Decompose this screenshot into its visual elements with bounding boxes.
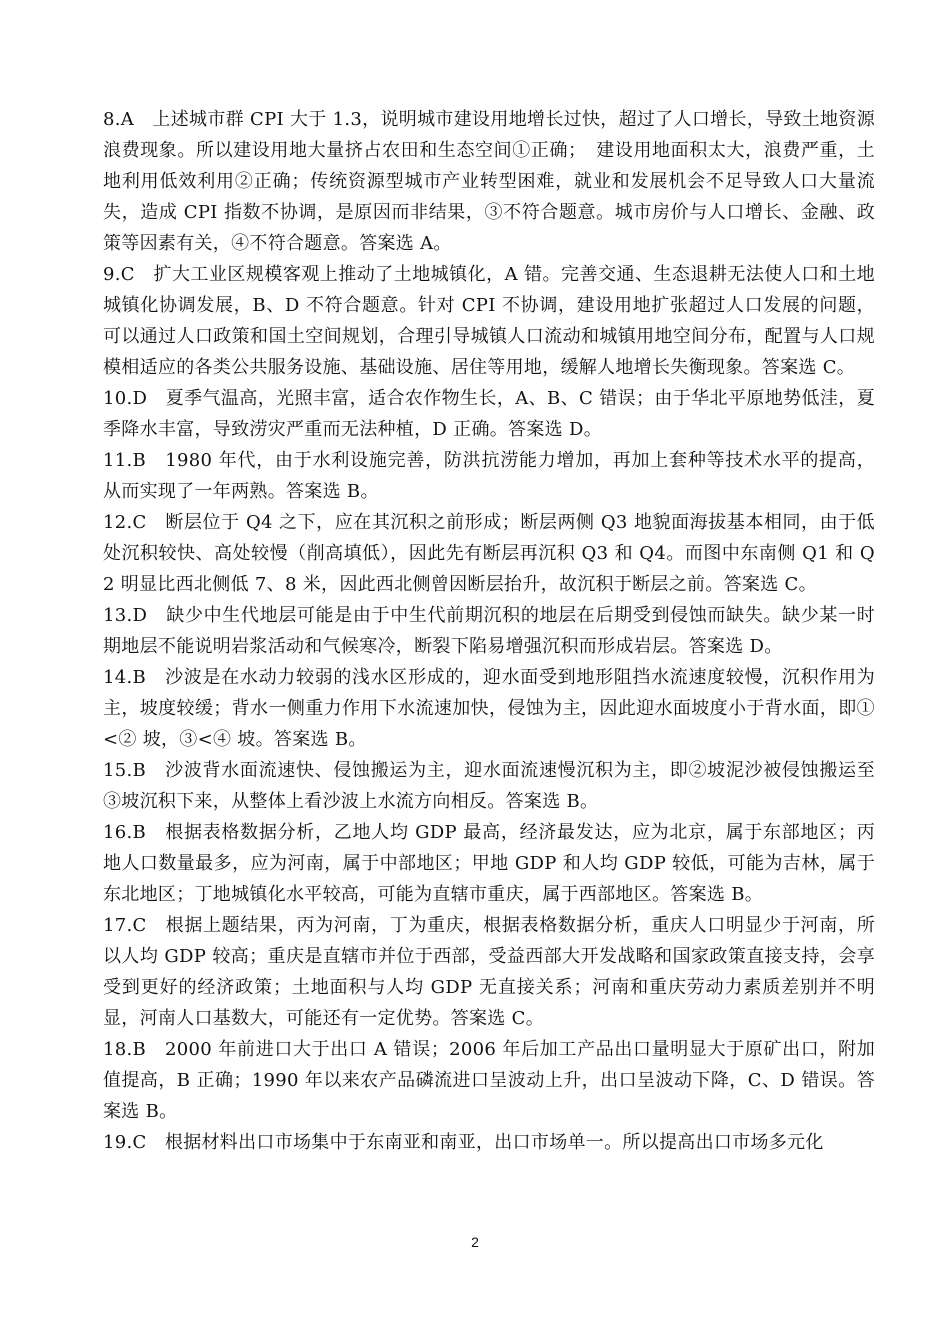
page-number: 2 [471, 1234, 479, 1250]
answer-item-12: 12.C 断层位于 Q4 之下，应在其沉积之前形成；断层两侧 Q3 地貌面海拔基本相同，由于低处沉积较快、高处较慢（削高填低），因此先有断层再沉积 Q3 和 Q4。而图中东南侧 Q1 和 Q2 明显比西北侧低 7、8 米，因此西北侧曾因断层抬升，故沉积于断层之前。答案选 C。 [103, 512, 875, 595]
answer-item-8: 8.A 上述城市群 CPI 大于 1.3，说明城市建设用地增长过快，超过了人口增长，导致土地资源浪费现象。所以建设用地大量挤占农田和生态空间①正确； 建设用地面积太大，浪费严重，土地利用低效利用②正确；传统资源型城市产业转型困难，就业和发展机会不足导致人口大量流失，造成 CPI 指数不协调，是原因而非结果，③不符合题意。城市房价与人口增长、金融、政策等因素有关，④不符合题意。答案选 A。 [103, 109, 875, 254]
answer-explanations [103, 104, 875, 1158]
answer-item-14: 14.B 沙波是在水动力较弱的浅水区形成的，迎水面受到地形阻挡水流速度较慢，沉积作用为主，坡度较缓；背水一侧重力作用下水流速加快，侵蚀为主，因此迎水面坡度小于背水面，即①<② 坡，③<④ 坡。答案选 B。 [103, 667, 875, 750]
answer-item-10: 10.D 夏季气温高，光照丰富，适合农作物生长，A、B、C 错误；由于华北平原地势低洼，夏季降水丰富，导致涝灾严重而无法种植，D 正确。答案选 D。 [103, 388, 875, 440]
answer-item-15: 15.B 沙波背水面流速快、侵蚀搬运为主，迎水面流速慢沉积为主，即②坡泥沙被侵蚀搬运至③坡沉积下来，从整体上看沙波上水流方向相反。答案选 B。 [103, 760, 875, 812]
answer-item-16: 16.B 根据表格数据分析，乙地人均 GDP 最高，经济最发达，应为北京，属于东部地区；丙地人口数量最多，应为河南，属于中部地区；甲地 GDP 和人均 GDP 较低，可能为吉林，属于东北地区；丁地城镇化水平较高，可能为直辖市重庆，属于西部地区。答案选 B。 [103, 822, 875, 905]
answer-item-13: 13.D 缺少中生代地层可能是由于中生代前期沉积的地层在后期受到侵蚀而缺失。缺少某一时期地层不能说明岩浆活动和气候寒冷，断裂下陷易增强沉积而形成岩层。答案选 D。 [103, 605, 875, 657]
answer-item-19: 19.C 根据材料出口市场集中于东南亚和南亚，出口市场单一。所以提高出口市场多元化 [103, 1132, 824, 1153]
answer-item-18: 18.B 2000 年前进口大于出口 A 错误；2006 年后加工产品出口量明显大于原矿出口，附加值提高，B 正确；1990 年以来农产品磷流进口呈波动上升，出口呈波动下降，C、D 错误。答案选 B。 [103, 1039, 875, 1122]
answer-item-17: 17.C 根据上题结果，丙为河南，丁为重庆，根据表格数据分析，重庆人口明显少于河南，所以人均 GDP 较高；重庆是直辖市并位于西部，受益西部大开发战略和国家政策直接支持，会享受到更好的经济政策；土地面积与人均 GDP 无直接关系；河南和重庆劳动力素质差别并不明显，河南人口基数大，可能还有一定优势。答案选 C。 [103, 915, 875, 1029]
answer-item-11: 11.B 1980 年代，由于水利设施完善，防洪抗涝能力增加，再加上套种等技术水平的提高，从而实现了一年两熟。答案选 B。 [103, 450, 875, 502]
answer-item-9: 9.C 扩大工业区规模客观上推动了土地城镇化，A 错。完善交通、生态退耕无法使人口和土地城镇化协调发展，B、D 不符合题意。针对 CPI 不协调，建设用地扩张超过人口发展的问题，可以通过人口政策和国土空间规划，合理引导城镇人口流动和城镇用地空间分布，配置与人口规模相适应的各类公共服务设施、基础设施、居住等用地，缓解人地增长失衡现象。答案选 C。 [103, 264, 875, 378]
